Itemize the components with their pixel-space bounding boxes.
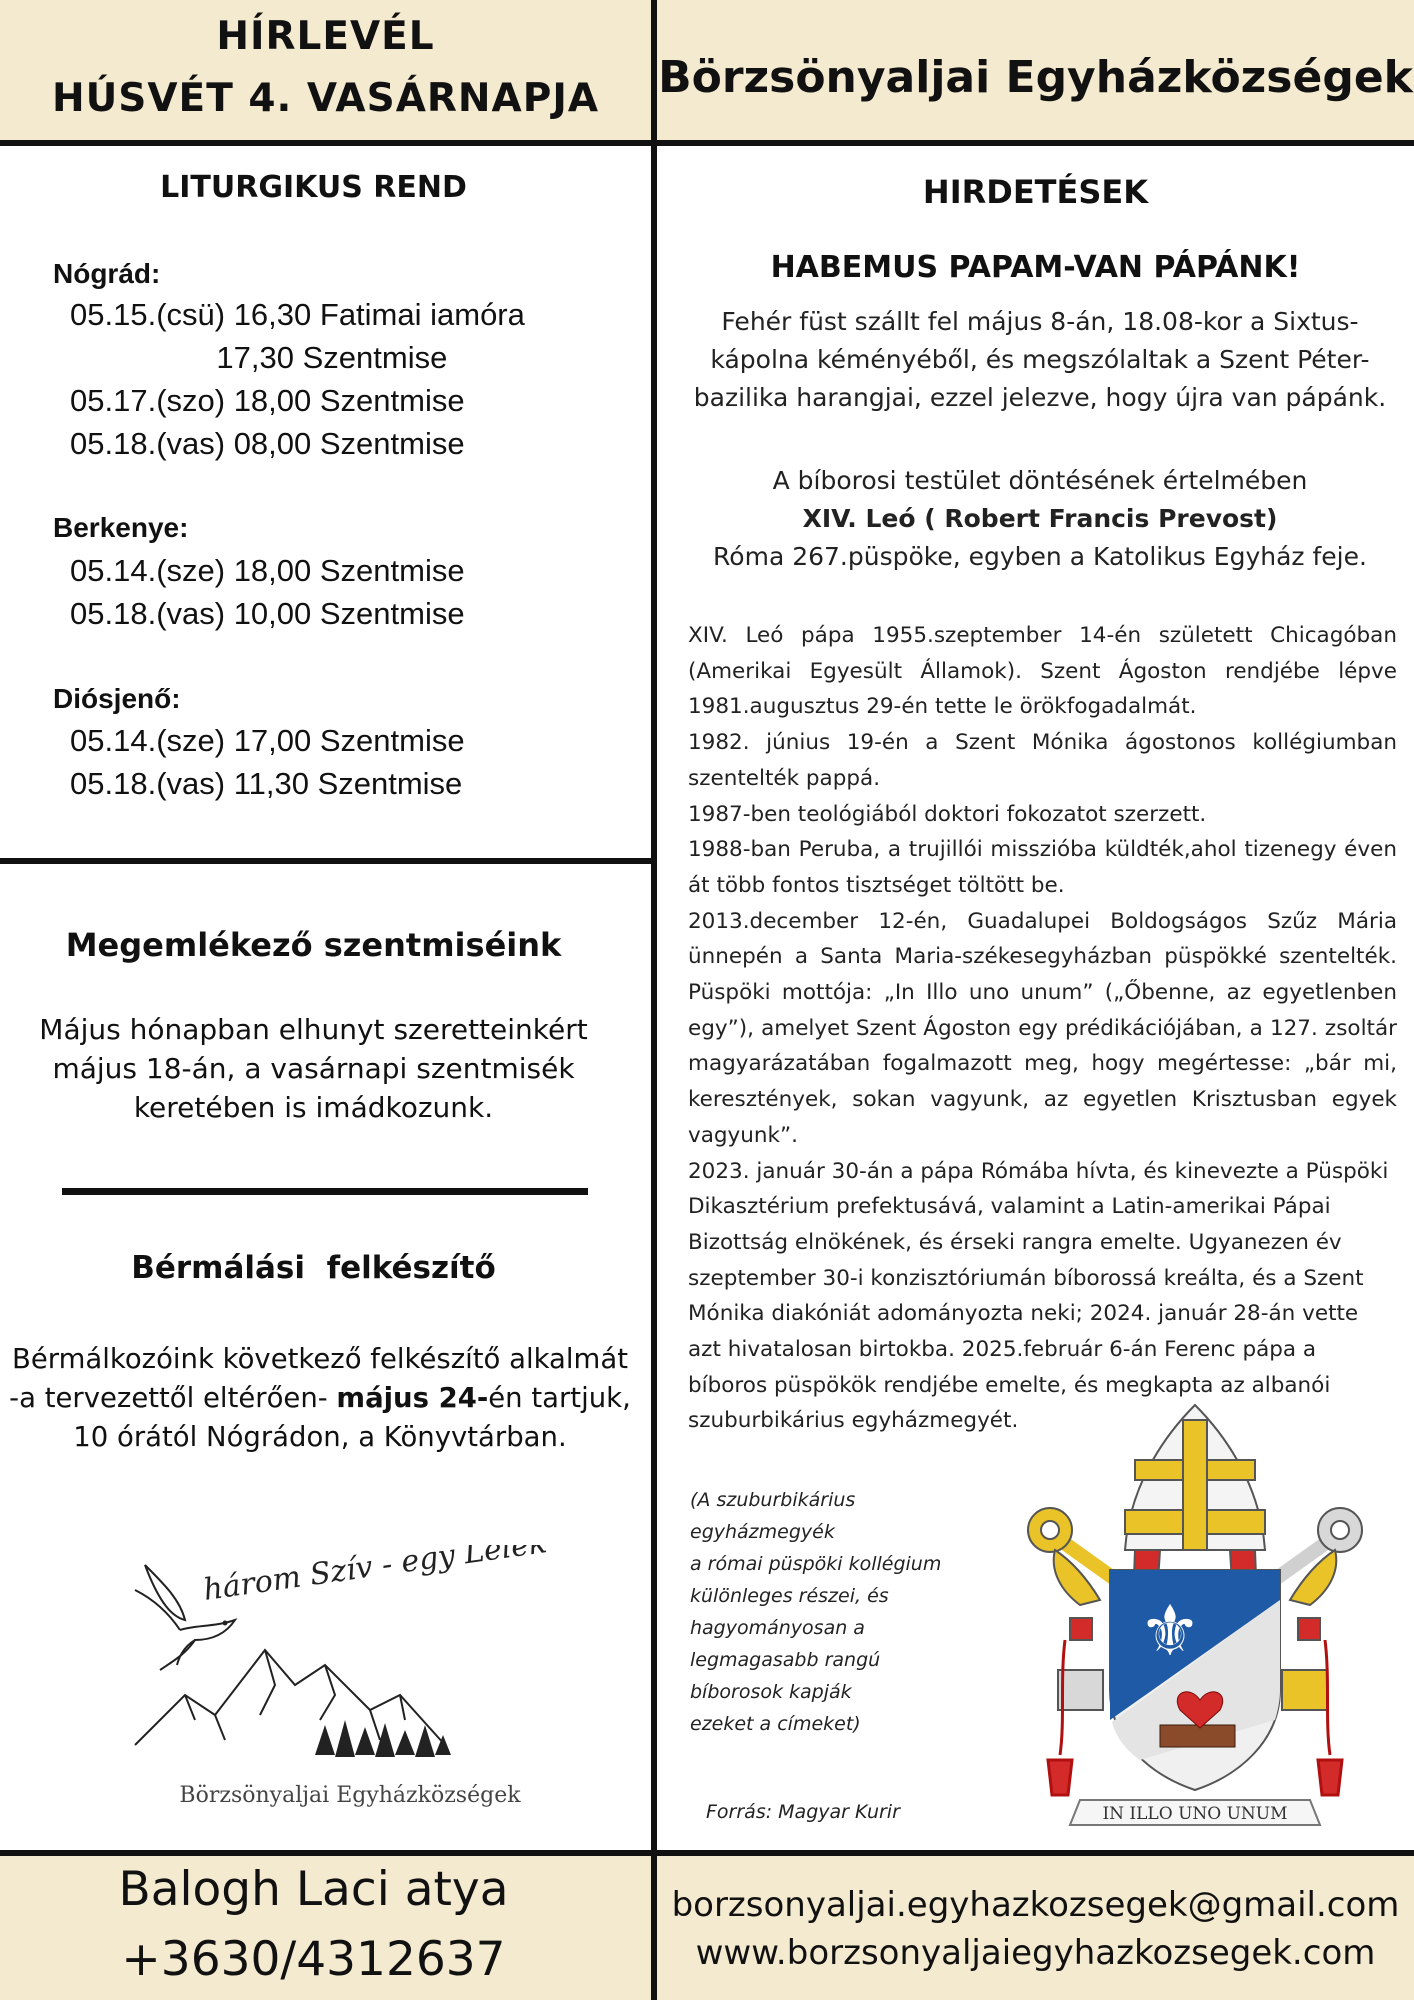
confirmation-date: május 24- — [336, 1382, 489, 1414]
note-line: egyházmegyék — [690, 1521, 835, 1543]
mass-line: 05.14.(sze) 18,00 Szentmise — [70, 553, 465, 588]
pope-biography — [688, 618, 1397, 1439]
motto-text: IN ILLO UNO UNUM — [1102, 1804, 1288, 1824]
header-divider — [0, 140, 1414, 146]
note-line: hagyományosan a — [690, 1617, 865, 1639]
shield-icon — [1110, 1570, 1280, 1790]
papal-coat-of-arms — [1020, 1400, 1370, 1845]
note-line: (A szuburbikárius — [690, 1489, 856, 1511]
suburbicarian-note — [690, 1484, 980, 1740]
mass-line: 05.18.(vas) 11,30 Szentmise — [70, 766, 463, 801]
parish-title: Börzsönyaljai Egyházközségek — [658, 52, 1413, 103]
confirmation-line: -a tervezettől eltérően- május 24-én tartjuk, — [9, 1382, 631, 1414]
smoke-text — [690, 303, 1390, 417]
confirmation-line: Bérmálkozóink következő felkészítő alkalmát — [12, 1343, 628, 1375]
mass-line: 17,30 Szentmise — [70, 340, 448, 375]
announcements-title: HIRDETÉSEK — [922, 173, 1149, 211]
liturgy-title: LITURGIKUS REND — [160, 170, 467, 205]
memorial-title: Megemlékező szentmiséink — [65, 926, 562, 964]
confirmation-title: Bérmálási felkészítő — [131, 1250, 496, 1286]
pope-name: XIV. Leó ( Robert Francis Prevost) — [802, 504, 1278, 533]
bio-paragraph: 2023. január 30-án a pápa Rómába hívta, és kinevezte a Püspöki Dikasztérium prefektusává, valamint a Latin-amerikai Pápai Bizottság elnökének, és érseki rangra emelte. Ugyanezen év szeptember 30-i konzisztóriumán bíborossá kreálta, és a Szent Mónika diakóniát adományozta neki; 2024. január 28-án vette azt hivatalosan birtokba. 2025.február 6-án Ferenc pápa a bíboros püspökök rendjébe emelte, és megkapta az albanói szuburbikárius egyházmegyét. — [688, 1158, 1389, 1434]
election-text — [690, 462, 1390, 576]
bio-paragraph: 1987-ben teológiából doktori fokozatot szerzett. — [688, 801, 1207, 827]
confirmation-text — [0, 1340, 640, 1457]
note-line: legmagasabb rangú — [690, 1649, 881, 1671]
bio-paragraph: 2013.december 12-én, Guadalupei Boldogságos Szűz Mária ünnepén a Santa Maria-székesegyházban püspökké szentelték. Püspöki mottója: „In Illo uno unum” („Őbenne, az egyetlenben egy”), amelyet Szent Ágoston egy prédikációjában, a 127. zsoltár magyarázatában fogalmazott meg, hogy megértesse: „bár mi, keresztények, sokan vagyunk, az egyetlen Krisztusban egyek vagyunk”. — [688, 908, 1397, 1148]
svg-text:⚜: ⚜ — [1138, 1590, 1202, 1672]
logo-caption: Börzsönyaljai Egyházközségek — [179, 1783, 521, 1808]
priest-name: Balogh Laci atya — [118, 1862, 509, 1917]
note-line: különleges részei, és — [690, 1585, 889, 1607]
smoke-line: bazilika harangjai, ezzel jelezve, hogy újra van pápánk. — [693, 383, 1387, 412]
mass-line: 05.17.(szo) 18,00 Szentmise — [70, 383, 465, 418]
decision-line: A bíborosi testület döntésének értelmében — [772, 466, 1308, 495]
mountain-dove-drawing — [125, 1545, 575, 1825]
mass-line: 05.15.(csü) 16,30 Fatimai iamóra — [70, 297, 525, 332]
phone-number[interactable]: +3630/4312637 — [121, 1932, 506, 1987]
website-link[interactable]: www.borzsonyaljaiegyhazkozsegek.com — [695, 1933, 1376, 1973]
pope-role: Róma 267.püspöke, egyben a Katolikus Egyház feje. — [713, 542, 1367, 571]
source-credit: Forrás: Magyar Kurir — [706, 1801, 900, 1823]
memorial-line: Május hónapban elhunyt szeretteinkért — [39, 1013, 588, 1046]
mass-line: 05.18.(vas) 08,00 Szentmise — [70, 426, 465, 461]
memorial-text — [0, 1010, 627, 1127]
location-diosjeno: Diósjenő: — [53, 683, 181, 714]
short-rule — [62, 1188, 588, 1195]
smoke-line: kápolna kéményéből, és megszólaltak a Szent Péter- — [710, 345, 1370, 374]
email-address[interactable]: borzsonyaljai.egyhazkozsegek@gmail.com — [671, 1885, 1400, 1925]
mass-line: 05.14.(sze) 17,00 Szentmise — [70, 723, 465, 758]
bio-paragraph: 1988-ban Peruba, a trujillói misszióba küldték,ahol tizenegy éven át több fontos tisztséget töltött be. — [688, 837, 1397, 898]
memorial-line: május 18-án, a vasárnapi szentmisék — [52, 1052, 575, 1085]
memorial-line: keretében is imádkozunk. — [133, 1091, 494, 1124]
left-section-divider — [0, 858, 651, 864]
newsletter-label: HÍRLEVÉL — [216, 14, 435, 59]
smoke-line: Fehér füst szállt fel május 8-án, 18.08-kor a Sixtus- — [721, 307, 1359, 336]
trees-icon — [315, 1720, 451, 1757]
note-line: ezeket a címeket) — [690, 1713, 861, 1735]
bio-paragraph: 1982. június 19-én a Szent Mónika ágostonos kollégiumban szentelték pappá. — [688, 730, 1397, 791]
confirmation-line: 10 órától Nógrádon, a Könyvtárban. — [73, 1421, 567, 1453]
sunday-title: HÚSVÉT 4. VASÁRNAPJA — [51, 76, 600, 121]
bio-paragraph: XIV. Leó pápa 1955.szeptember 14-én született Chicagóban (Amerikai Egyesült Államok). Szent Ágoston rendjébe lépve 1981.augusztus 29-én tette le örökfogadalmát. — [688, 623, 1397, 720]
habemus-papam-title: HABEMUS PAPAM-VAN PÁPÁNK! — [770, 250, 1301, 285]
location-berkenye: Berkenye: — [53, 512, 189, 543]
mass-line: 05.18.(vas) 10,00 Szentmise — [70, 596, 465, 631]
logo-script-text: három Szív - egy Lélek — [201, 1545, 550, 1608]
note-line: a római püspöki kollégium — [690, 1553, 942, 1575]
mountains-icon — [135, 1650, 445, 1745]
footer-divider — [0, 1850, 1414, 1856]
center-divider — [651, 0, 657, 2000]
coat-of-arms-icon — [1020, 1400, 1370, 1845]
motto-ribbon — [1070, 1800, 1320, 1825]
mitre-icon — [1125, 1405, 1265, 1550]
location-nograd: Nógrád: — [53, 258, 161, 289]
note-line: bíborosok kapják — [690, 1681, 852, 1703]
parish-logo — [125, 1545, 575, 1825]
